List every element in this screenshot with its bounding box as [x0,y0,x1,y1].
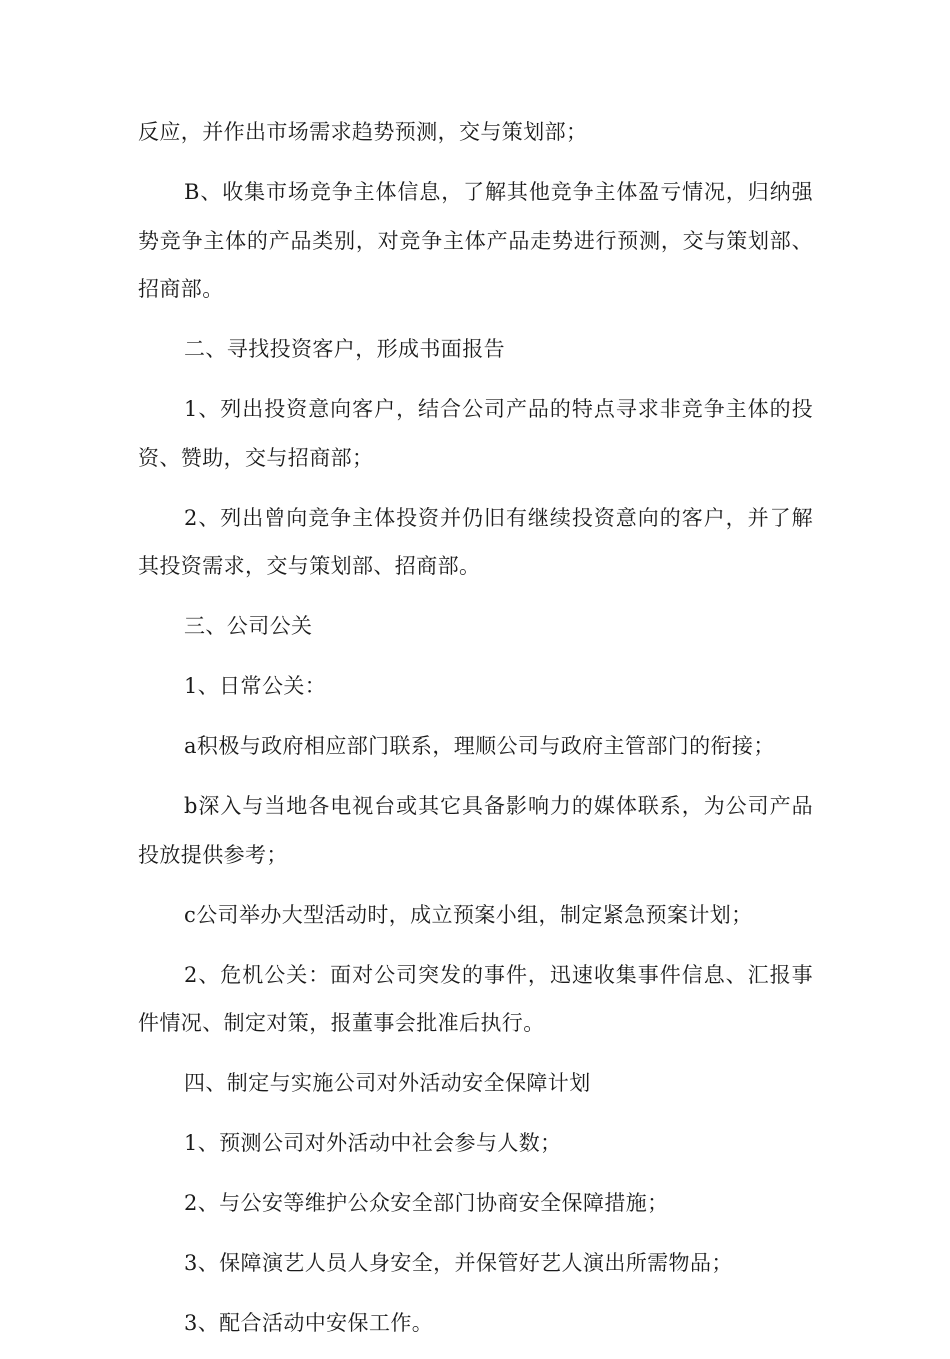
paragraph-2: B、收集市场竞争主体信息，了解其他竞争主体盈亏情况，归纳强势竞争主体的产品类别，对竞争主体产品走势进行预测，交与策划部、招商部。 [138,180,813,301]
paragraph-16: 3、配合活动中安保工作。 [184,1311,434,1335]
paragraph-10: c公司举办大型活动时，成立预案小组，制定紧急预案计划； [184,902,753,927]
paragraph-8: a积极与政府相应部门联系，理顺公司与政府主管部门的衔接； [184,734,775,758]
paragraph-7: 1、日常公关： [184,674,327,698]
section-heading-3: 三、公司公关 [184,614,313,638]
section-heading-2: 二、寻找投资客户，形成书面报告 [184,337,505,361]
paragraph-1: 反应，并作出市场需求趋势预测，交与策划部； [138,120,588,144]
paragraph-11: 2、危机公关：面对公司突发的事件，迅速收集事件信息、汇报事件情况、制定对策，报董事会批准后执行。 [138,962,813,1035]
paragraph-5: 2、列出曾向竞争主体投资并仍旧有继续投资意向的客户，并了解其投资需求，交与策划部、招商部。 [138,505,813,578]
section-heading-4: 四、制定与实施公司对外活动安全保障计划 [184,1071,591,1095]
paragraph-14: 2、与公安等维护公众安全部门协商安全保障措施； [184,1191,669,1215]
paragraph-4: 1、列出投资意向客户，结合公司产品的特点寻求非竞争主体的投资、赞助，交与招商部； [138,397,813,470]
paragraph-15: 3、保障演艺人员人身安全，并保管好艺人演出所需物品； [184,1251,733,1275]
document-body [138,108,813,1359]
paragraph-9: b深入与当地各电视台或其它具备影响力的媒体联系，为公司产品投放提供参考； [138,794,813,867]
paragraph-13: 1、预测公司对外活动中社会参与人数； [184,1131,562,1155]
